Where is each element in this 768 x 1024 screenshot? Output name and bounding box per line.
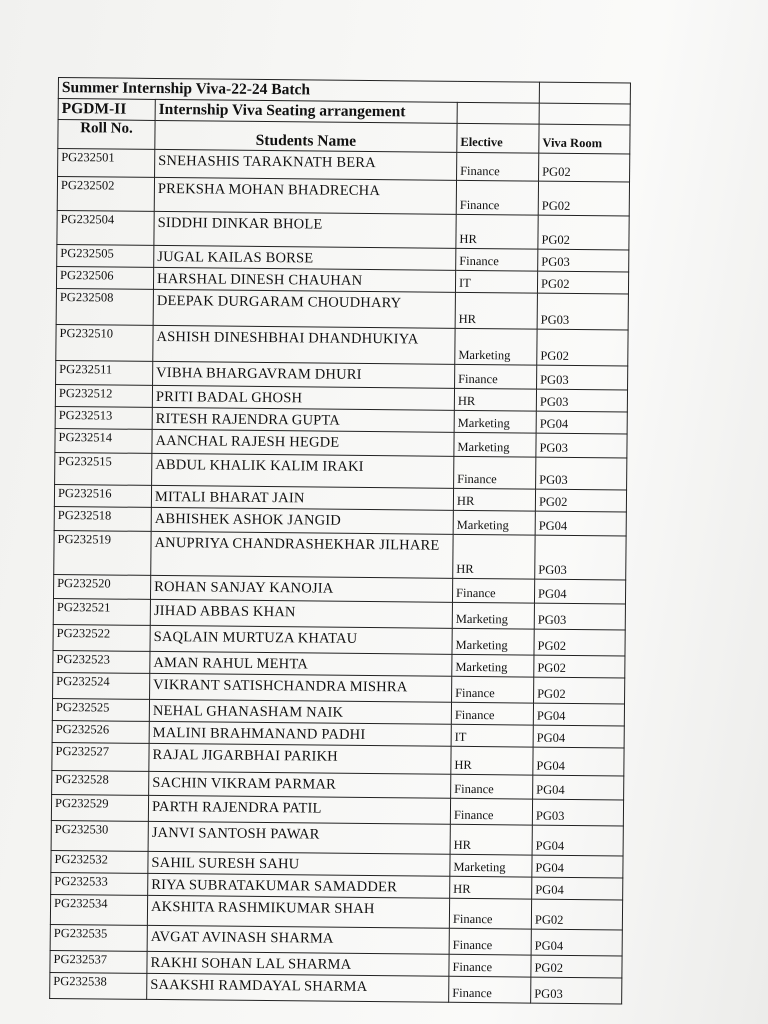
viva-room-cell: PG03 [532,799,623,826]
roll-no-cell: PG232508 [56,288,153,325]
roll-no-cell: PG232516 [54,484,151,507]
roll-no-cell: PG232511 [56,360,153,385]
seating-table [49,77,631,1004]
roll-no-cell: PG232534 [50,894,147,925]
student-name-cell: RAKHI SOHAN LAL SHARMA [147,951,449,976]
elective-cell: Finance [455,364,537,389]
viva-room-cell: PG02 [534,677,625,704]
elective-cell: Finance [449,976,531,1003]
roll-no-cell: PG232537 [50,950,147,973]
roll-no-cell: PG232530 [51,820,148,851]
student-name-cell: ASHISH DINESHBHAI DHANDHUKIYA [153,325,455,364]
elective-cell: Finance [454,456,536,489]
viva-room-cell: PG04 [533,775,624,800]
viva-room-cell: PG03 [536,457,627,490]
elective-cell: Marketing [453,510,535,535]
elective-cell: HR [450,824,532,855]
roll-no-cell: PG232525 [52,698,149,721]
table-row [56,324,628,365]
roll-no-cell: PG232528 [52,770,149,795]
elective-cell: Marketing [455,328,537,365]
document-subtitle: Internship Viva Seating arrangement [155,99,457,123]
title-row-empty-cell [539,82,630,104]
student-name-cell: ROHAN SANJAY KANOJIA [150,575,452,602]
elective-cell: IT [455,270,537,293]
roll-no-cell: PG232532 [51,850,148,873]
elective-cell: HR [454,388,536,411]
viva-room-cell: PG04 [533,703,624,726]
roll-no-cell: PG232522 [53,624,150,651]
roll-no-cell: PG232529 [51,794,148,821]
student-name-cell: ABDUL KHALIK KALIM IRAKI [152,453,454,488]
viva-room-cell: PG04 [535,511,626,536]
elective-cell: Finance [449,928,531,955]
roll-no-cell: PG232533 [51,872,148,895]
student-name-cell: RIYA SUBRATAKUMAR SAMADDER [148,873,450,898]
table-row [57,177,629,216]
elective-cell: Finance [456,180,538,215]
student-name-cell: ABHISHEK ASHOK JANGID [151,507,453,534]
elective-cell: Finance [456,248,538,271]
student-name-cell: DEEPAK DURGARAM CHOUDHARY [153,289,455,328]
student-name-cell: JIHAD ABBAS KHAN [150,599,452,628]
elective-cell: HR [456,214,538,249]
elective-cell: HR [453,534,535,579]
elective-cell: Finance [451,702,533,725]
student-name-cell: ANUPRIYA CHANDRASHEKHAR JILHARE [151,531,453,578]
viva-room-cell: PG03 [534,603,625,630]
roll-no-cell: PG232524 [53,672,150,699]
students-name-header: Students Name [155,120,457,152]
elective-cell: Marketing [452,654,534,677]
subtitle-row-empty-cell [457,102,539,124]
elective-cell: Marketing [450,854,532,877]
roll-no-cell: PG232519 [54,530,151,575]
student-name-cell: SACHIN VIKRAM PARMAR [149,771,451,798]
student-name-cell: SAHIL SURESH SAHU [148,851,450,876]
roll-no-cell: PG232535 [50,924,147,951]
elective-header: Elective [457,123,539,153]
elective-cell: Marketing [452,602,534,629]
roll-no-cell: PG232521 [53,598,150,625]
student-name-cell: SAQLAIN MURTUZA KHATAU [150,625,452,654]
student-name-cell: AMAN RAHUL MEHTA [150,651,452,676]
student-name-cell: AANCHAL RAJESH HEGDE [152,429,454,456]
student-name-cell: MALINI BRAHMANAND PADHI [149,721,451,746]
viva-room-cell: PG02 [538,215,629,250]
roll-no-cell: PG232513 [55,406,152,429]
viva-room-cell: PG02 [534,629,625,656]
viva-room-cell: PG04 [533,747,624,776]
roll-no-cell: PG232526 [52,720,149,743]
roll-no-cell: PG232520 [53,574,150,599]
viva-room-cell: PG03 [531,977,622,1004]
program-label: PGDM-II [58,99,155,121]
student-name-cell: VIKRANT SATISHCHANDRA MISHRA [150,673,452,702]
elective-cell: Finance [449,954,531,977]
roll-no-cell: PG232501 [58,149,155,178]
student-name-cell: SNEHASHIS TARAKNATH BERA [155,149,457,180]
elective-cell: HR [450,876,532,899]
student-name-cell: HARSHAL DINESH CHAUHAN [153,267,455,292]
viva-room-cell: PG02 [538,181,629,216]
student-name-cell: AVGAT AVINASH SHARMA [147,925,449,954]
viva-room-cell: PG04 [536,411,627,434]
viva-room-cell: PG02 [537,329,628,366]
viva-room-cell: PG02 [531,955,622,978]
elective-cell: HR [453,488,535,511]
student-name-cell: PARTH RAJENDRA PATIL [148,795,450,824]
student-name-cell: SIDDHI DINKAR BHOLE [154,211,456,248]
student-name-cell: RITESH RAJENDRA GUPTA [152,407,454,432]
elective-cell: Marketing [454,432,536,457]
student-name-cell: JUGAL KAILAS BORSE [154,245,456,270]
roll-no-cell: PG232510 [56,324,153,361]
viva-room-cell: PG02 [534,655,625,678]
subtitle-row-empty-cell [539,103,630,125]
elective-cell: Finance [451,774,533,799]
roll-no-cell: PG232505 [57,244,154,267]
elective-cell: Marketing [452,628,534,655]
viva-room-cell: PG04 [531,929,622,956]
viva-room-cell: PG03 [536,389,627,412]
student-name-cell: NEHAL GHANASHAM NAIK [149,699,451,724]
viva-room-cell: PG04 [535,579,626,604]
viva-room-cell: PG03 [537,365,628,390]
student-name-cell: JANVI SANTOSH PAWAR [148,821,450,854]
elective-cell: Marketing [454,410,536,433]
elective-cell: Finance [449,898,531,929]
viva-room-cell: PG03 [536,433,627,458]
roll-no-header: Roll No. [58,120,155,150]
viva-room-cell: PG04 [532,877,623,900]
student-name-cell: VIBHA BHARGAVRAM DHURI [153,361,455,388]
viva-room-cell: PG04 [532,825,623,856]
table-row [57,210,629,249]
student-name-cell: PRITI BADAL GHOSH [152,385,454,410]
elective-cell: IT [451,724,533,747]
viva-room-cell: PG04 [533,725,624,748]
viva-room-cell: PG02 [531,899,622,930]
student-name-cell: PREKSHA MOHAN BHADRECHA [154,177,456,214]
roll-no-cell: PG232512 [55,384,152,407]
roll-no-cell: PG232506 [56,266,153,289]
viva-room-cell: PG03 [535,535,626,580]
roll-no-cell: PG232538 [50,972,147,999]
table-row [54,530,626,579]
viva-room-cell: PG03 [538,249,629,272]
elective-cell: Finance [452,578,534,603]
viva-room-cell: PG02 [539,153,630,182]
elective-cell: Finance [452,676,534,703]
roll-no-cell: PG232523 [53,650,150,673]
roll-no-cell: PG232527 [52,742,149,771]
student-name-cell: AKSHITA RASHMIKUMAR SHAH [147,895,449,928]
roll-no-cell: PG232504 [57,210,154,245]
viva-room-cell: PG03 [537,293,628,330]
roll-no-cell: PG232518 [54,506,151,531]
elective-cell: HR [455,292,537,329]
viva-room-header: Viva Room [539,124,630,154]
student-name-cell: SAAKSHI RAMDAYAL SHARMA [147,973,449,1002]
roll-no-cell: PG232502 [57,177,154,212]
roll-no-cell: PG232515 [55,452,152,485]
elective-cell: Finance [457,152,539,181]
elective-cell: HR [451,746,533,775]
table-row [56,288,628,329]
table-row [50,972,622,1003]
student-name-cell: RAJAL JIGARBHAI PARIKH [149,743,451,774]
student-name-cell: MITALI BHARAT JAIN [151,485,453,510]
document-title: Summer Internship Viva-22-24 Batch [58,78,539,104]
viva-room-cell: PG02 [537,271,628,294]
roll-no-cell: PG232514 [55,428,152,453]
viva-room-cell: PG04 [532,855,623,878]
elective-cell: Finance [450,798,532,825]
viva-room-cell: PG02 [535,489,626,512]
